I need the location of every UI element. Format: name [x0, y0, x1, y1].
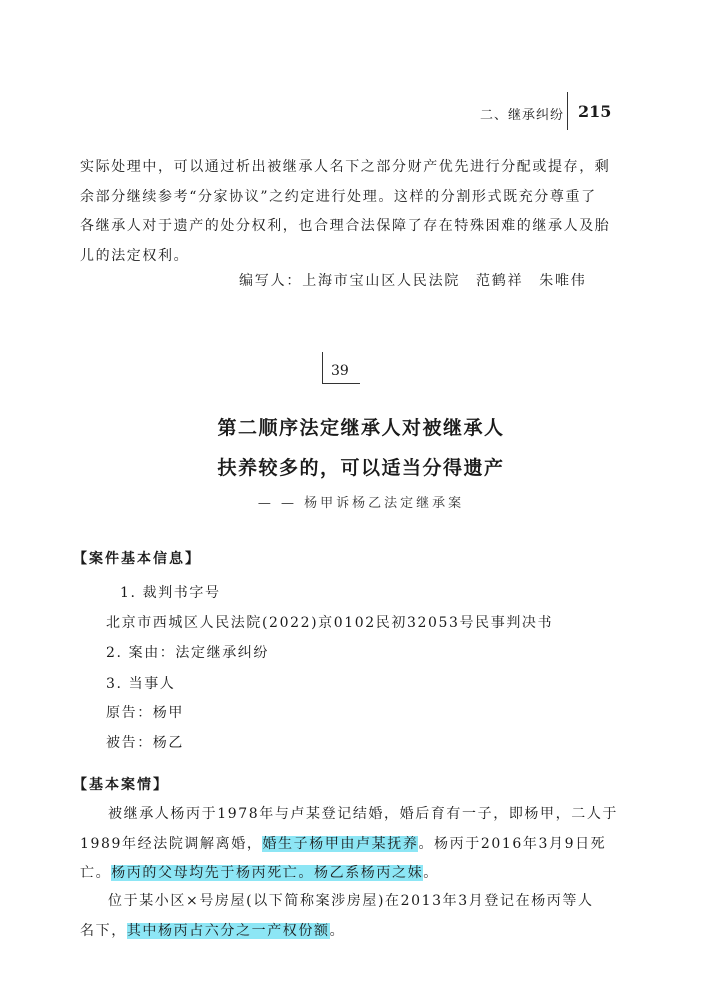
info-item: 北京市西城区人民法院(2022)京0102民初32053号民事判决书 [106, 615, 554, 631]
facts-line [80, 917, 616, 947]
intro-line: 实际处理中，可以通过析出被继承人名下之部分财产优先进行分配或提存，剩 [80, 159, 611, 175]
running-header-section: 二、继承纠纷 [480, 108, 565, 123]
section-heading-facts: 【基本案情】 [73, 777, 169, 793]
facts-line: 位于某小区×号房屋(以下简称案涉房屋)在2013年3月登记在杨丙等人 [108, 893, 594, 909]
case-subtitle: — — 杨甲诉杨乙法定继承案 [257, 496, 465, 511]
facts-text: 。 [423, 865, 439, 881]
info-item: 原告：杨甲 [106, 705, 184, 721]
section-heading-basic-info: 【案件基本信息】 [73, 551, 201, 567]
facts-text: 亡。 [80, 865, 112, 881]
header-divider [567, 92, 568, 130]
page-number: 215 [578, 102, 612, 121]
intro-paragraph [80, 153, 616, 271]
facts-text: 。杨丙于2016年3月9日死 [418, 835, 607, 852]
facts-text: 1989年经法院调解离婚， [80, 835, 263, 852]
case-title-line-1: 第二顺序法定继承人对被继承人 [217, 417, 505, 439]
intro-line: 儿的法定权利。 [80, 247, 190, 264]
facts-line [80, 830, 616, 860]
info-item: 被告：杨乙 [106, 735, 184, 751]
info-item: 1. 裁判书字号 [120, 585, 221, 601]
facts-text: 名下， [80, 922, 127, 939]
facts-line [80, 859, 616, 889]
facts-line: 被继承人杨丙于1978年与卢某登记结婚，婚后育有一子，即杨甲，二人于 [108, 806, 619, 822]
info-item: 2. 案由：法定继承纠纷 [106, 645, 270, 661]
case-title-line-2: 扶养较多的，可以适当分得遗产 [217, 457, 505, 479]
facts-paragraph-1 [80, 800, 619, 889]
facts-paragraph-2 [80, 887, 616, 946]
highlighted-text: 婚生子杨甲由卢某抚养 [262, 835, 419, 852]
highlighted-text: 杨丙的父母均先于杨丙死亡。杨乙系杨丙之妹 [111, 865, 424, 881]
case-number: 39 [331, 363, 349, 379]
facts-text: 。 [329, 922, 346, 939]
intro-line: 余部分继续参考“分家协议”之约定进行处理。这样的分割形式既充分尊重了 [80, 188, 597, 205]
highlighted-text: 其中杨丙占六分之一产权份额 [126, 922, 330, 939]
author-line: 编写人：上海市宝山区人民法院 范鹤祥 朱唯伟 [239, 273, 587, 289]
info-item: 3. 当事人 [106, 676, 176, 692]
intro-line: 各继承人对于遗产的处分权利，也合理合法保障了存在特殊困难的继承人及胎 [80, 218, 611, 234]
